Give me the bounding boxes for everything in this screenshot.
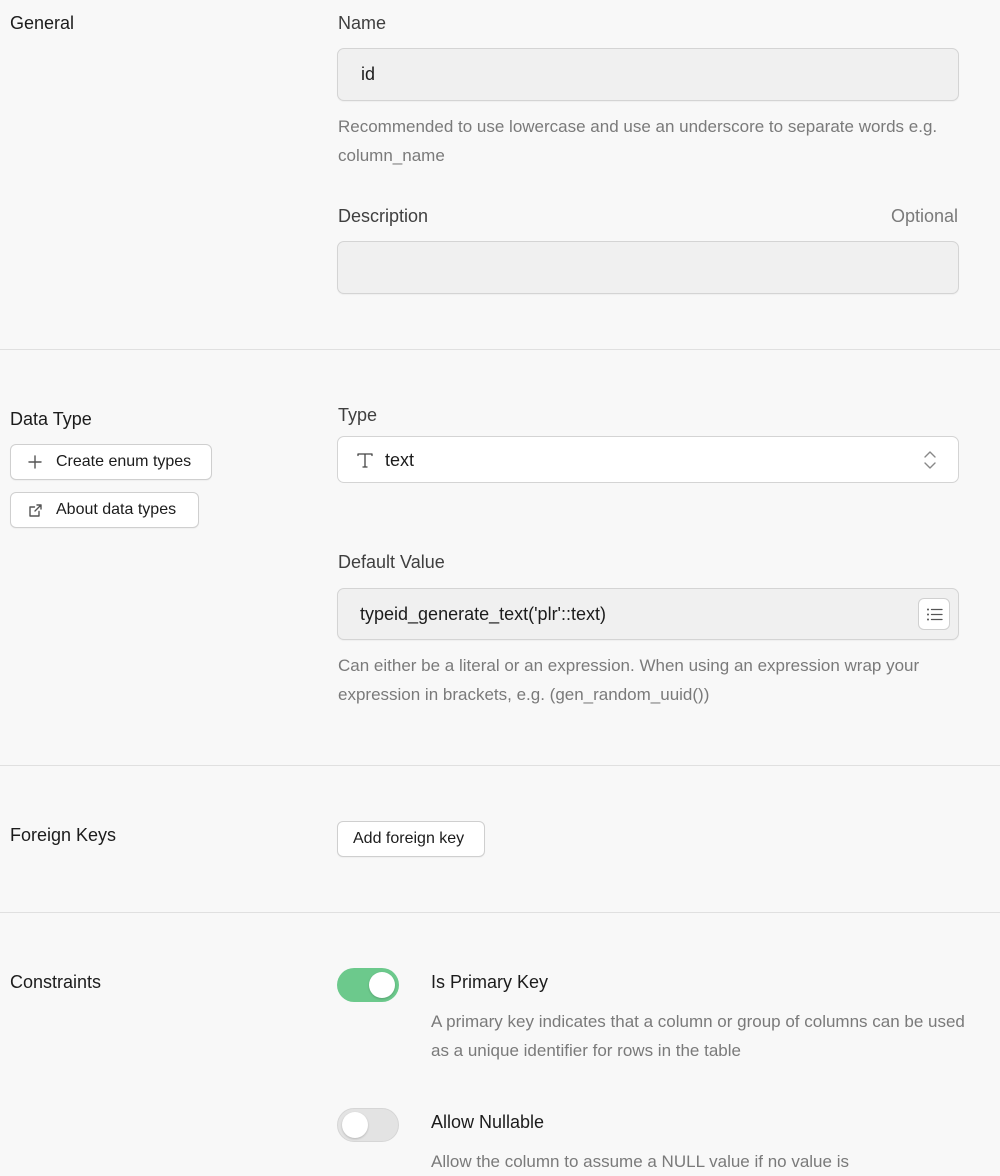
about-data-types-button[interactable] bbox=[10, 492, 199, 528]
divider bbox=[0, 912, 1000, 913]
toggle-knob bbox=[369, 972, 395, 998]
nullable-toggle[interactable] bbox=[337, 1108, 399, 1142]
type-label: Type bbox=[338, 405, 378, 425]
type-select[interactable] bbox=[337, 436, 959, 483]
name-input-value: id bbox=[361, 64, 376, 84]
divider bbox=[0, 349, 1000, 350]
description-label: Description bbox=[338, 206, 429, 226]
section-title-foreign-keys: Foreign Keys bbox=[10, 825, 117, 845]
name-help-text: Recommended to use lowercase and use an underscore to separate words e.g. column_name bbox=[338, 117, 938, 165]
primary-key-help-text: A primary key indicates that a column or group of columns can be used as a unique identifier for rows in the table bbox=[431, 1012, 965, 1060]
add-foreign-key-label: Add foreign key bbox=[353, 830, 465, 847]
description-input[interactable] bbox=[337, 241, 959, 294]
primary-key-toggle[interactable] bbox=[337, 968, 399, 1002]
create-enum-types-button[interactable] bbox=[10, 444, 212, 480]
section-title-data-type: Data Type bbox=[10, 409, 92, 429]
primary-key-label: Is Primary Key bbox=[431, 972, 549, 992]
description-optional-label: Optional bbox=[890, 206, 958, 226]
default-value-help-text: Can either be a literal or an expression. When using an expression wrap your expression in brackets, e.g. (gen_random_uuid()) bbox=[338, 656, 920, 704]
add-foreign-key-button[interactable] bbox=[337, 821, 485, 857]
section-title-general: General bbox=[10, 13, 75, 33]
plus-icon bbox=[27, 454, 43, 470]
divider bbox=[0, 765, 1000, 766]
chevron-up-down-icon bbox=[923, 449, 937, 471]
toggle-knob bbox=[342, 1112, 368, 1138]
section-title-constraints: Constraints bbox=[10, 972, 102, 992]
default-value-text: typeid_generate_text('plr'::text) bbox=[360, 604, 607, 624]
suggestions-button[interactable] bbox=[918, 598, 950, 630]
nullable-help-text: Allow the column to assume a NULL value if no value is bbox=[431, 1152, 849, 1171]
nullable-label: Allow Nullable bbox=[431, 1112, 545, 1132]
about-data-types-label: About data types bbox=[56, 501, 177, 518]
list-icon bbox=[926, 607, 943, 622]
external-link-icon bbox=[27, 502, 44, 519]
type-select-value: text bbox=[385, 450, 415, 470]
text-type-icon bbox=[356, 451, 374, 469]
default-value-input[interactable] bbox=[337, 588, 959, 640]
name-input[interactable] bbox=[337, 48, 959, 101]
default-value-label: Default Value bbox=[338, 552, 445, 572]
name-label: Name bbox=[338, 13, 387, 33]
create-enum-types-label: Create enum types bbox=[56, 453, 192, 470]
